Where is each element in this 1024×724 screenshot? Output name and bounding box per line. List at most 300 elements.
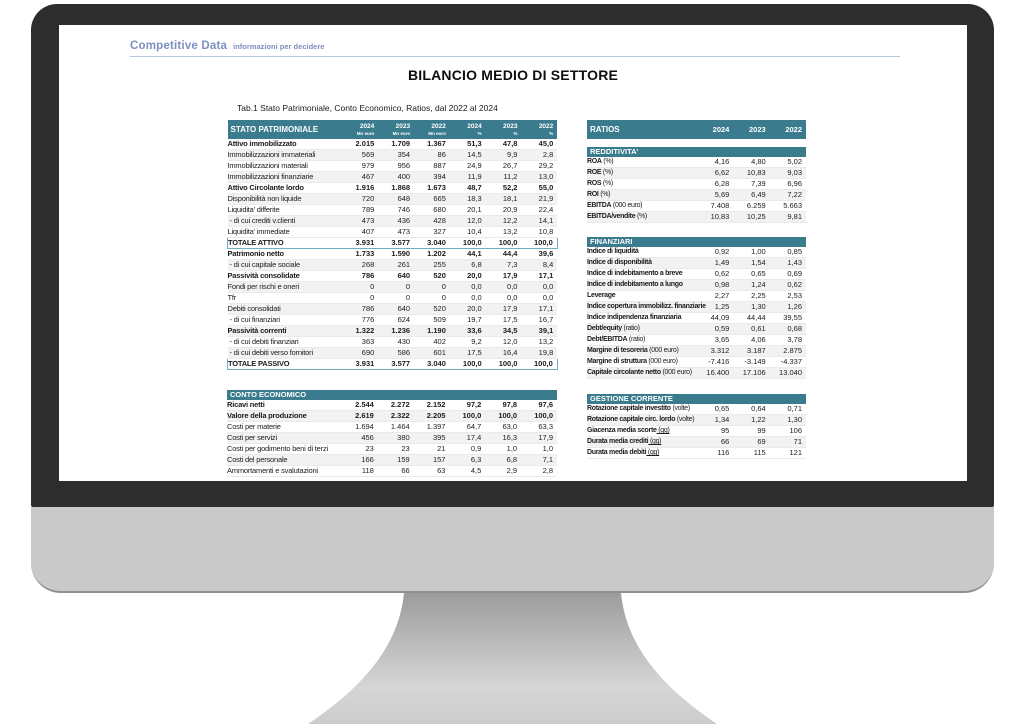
cell-value: 0,68 bbox=[770, 324, 806, 335]
cell-value: 255 bbox=[414, 260, 450, 271]
ratio-row bbox=[587, 415, 806, 426]
cell-value: 14,5 bbox=[450, 150, 486, 161]
row-label: Attivo Circolante lordo bbox=[228, 183, 343, 194]
ratio-name: Capitale circolante netto bbox=[587, 369, 661, 376]
cell-value: 665 bbox=[414, 194, 450, 205]
cell-value: 1.464 bbox=[378, 422, 414, 433]
sp-row bbox=[228, 238, 558, 249]
stato-patrimoniale-table bbox=[227, 120, 558, 370]
cell-value: 380 bbox=[378, 433, 414, 444]
cell-value: 66 bbox=[378, 466, 414, 477]
sp-row bbox=[228, 326, 558, 337]
row-label: Passività consolidate bbox=[228, 271, 343, 282]
cell-value: 34,5 bbox=[486, 326, 522, 337]
cell-value: 400 bbox=[378, 172, 414, 183]
sp-row bbox=[228, 282, 558, 293]
cell-value: 887 bbox=[414, 161, 450, 172]
row-label bbox=[587, 437, 697, 448]
cell-value: 1.236 bbox=[378, 326, 414, 337]
ratio-name: Durata media debiti bbox=[587, 449, 647, 456]
column-year: 2022 bbox=[431, 122, 446, 130]
cell-value: 66 bbox=[697, 437, 733, 448]
row-label bbox=[587, 291, 697, 302]
cell-value: 39,1 bbox=[521, 326, 557, 337]
cell-value: 63,0 bbox=[485, 422, 521, 433]
cell-value: 20,1 bbox=[450, 205, 486, 216]
monitor-screen bbox=[59, 25, 967, 481]
sp-row bbox=[228, 227, 558, 238]
cell-value: 4,80 bbox=[733, 157, 769, 168]
cell-value: 20,9 bbox=[486, 205, 522, 216]
row-label: Valore della produzione bbox=[227, 411, 342, 422]
cell-value: 10,8 bbox=[521, 227, 557, 238]
column-unit: % bbox=[513, 130, 518, 136]
cell-value: 520 bbox=[414, 271, 450, 282]
ratio-row bbox=[587, 179, 806, 190]
column-year: 2024 bbox=[697, 120, 733, 139]
cell-value: 7.408 bbox=[697, 201, 733, 212]
ratio-name: EBITDA/vendite bbox=[587, 213, 636, 220]
cell-value: 44,1 bbox=[450, 249, 486, 260]
cell-value: 327 bbox=[414, 227, 450, 238]
row-label: Ricavi netti bbox=[227, 400, 342, 411]
cell-value: 16,7 bbox=[521, 315, 557, 326]
cell-value: 12,0 bbox=[486, 337, 522, 348]
cell-value: 624 bbox=[378, 315, 414, 326]
cell-value: 63 bbox=[414, 466, 450, 477]
cell-value: 44,09 bbox=[697, 313, 733, 324]
cell-value: 16.400 bbox=[697, 368, 733, 379]
ratio-name: Durata media crediti bbox=[587, 438, 649, 445]
cell-value: 720 bbox=[343, 194, 379, 205]
cell-value: 473 bbox=[378, 227, 414, 238]
cell-value: 69 bbox=[733, 437, 769, 448]
ratio-unit: (000 euro) bbox=[611, 202, 643, 209]
row-label: Costi per servizi bbox=[227, 433, 342, 444]
cell-value: 0 bbox=[414, 282, 450, 293]
row-label bbox=[587, 346, 697, 357]
cell-value: 0,64 bbox=[733, 404, 769, 415]
row-label: Costi per materie bbox=[227, 422, 342, 433]
ratio-row bbox=[587, 368, 806, 379]
cell-value: 354 bbox=[378, 150, 414, 161]
section-header bbox=[587, 394, 806, 404]
cell-value: 1,26 bbox=[770, 302, 806, 313]
cell-value: 1.590 bbox=[378, 249, 414, 260]
left-column bbox=[227, 120, 557, 477]
cell-value: 430 bbox=[378, 337, 414, 348]
row-label bbox=[587, 448, 697, 459]
ratio-row bbox=[587, 247, 806, 258]
cell-value: 1.202 bbox=[414, 249, 450, 260]
cell-value: 13.040 bbox=[770, 368, 806, 379]
column-unit: % bbox=[549, 130, 554, 136]
row-label: Tfr bbox=[228, 293, 343, 304]
cell-value: 1,24 bbox=[733, 280, 769, 291]
row-label: Patrimonio netto bbox=[228, 249, 343, 260]
cell-value: 0 bbox=[378, 282, 414, 293]
ratio-name: ROA bbox=[587, 158, 602, 165]
brand-divider bbox=[130, 56, 900, 57]
cell-value: 979 bbox=[343, 161, 379, 172]
ratio-unit: (%) bbox=[598, 191, 611, 198]
cell-value: 2.272 bbox=[378, 400, 414, 411]
ratio-name: Rotazione capitale circ. lordo bbox=[587, 416, 676, 423]
cell-value: 1.868 bbox=[378, 183, 414, 194]
ratios-table bbox=[587, 120, 806, 459]
cell-value: 0,0 bbox=[486, 282, 522, 293]
cell-value: 1,0 bbox=[521, 444, 557, 455]
row-label: Disponibilità non liquide bbox=[228, 194, 343, 205]
cell-value: 100,0 bbox=[485, 411, 521, 422]
row-label: - di cui crediti v.clienti bbox=[228, 216, 343, 227]
cell-value: 1.709 bbox=[378, 139, 414, 150]
cell-value: 10,83 bbox=[697, 212, 733, 223]
table-head bbox=[587, 120, 806, 139]
ce-row bbox=[227, 400, 557, 411]
cell-value: 121 bbox=[770, 448, 806, 459]
cell-value: 0,0 bbox=[521, 282, 557, 293]
ratio-name: Rotazione capitale investito bbox=[587, 405, 671, 412]
cell-value: 17,9 bbox=[521, 433, 557, 444]
cell-value: 640 bbox=[378, 271, 414, 282]
cell-value: 467 bbox=[343, 172, 379, 183]
cell-value: 0 bbox=[414, 293, 450, 304]
header-row bbox=[227, 390, 557, 400]
cell-value: 24,9 bbox=[450, 161, 486, 172]
ratio-name: Debt/equity bbox=[587, 325, 622, 332]
cell-value: 33,6 bbox=[450, 326, 486, 337]
section-gap bbox=[587, 223, 806, 238]
cell-value: 0,69 bbox=[770, 269, 806, 280]
row-label bbox=[587, 201, 697, 212]
cell-value: 55,0 bbox=[521, 183, 557, 194]
cell-value: 1,30 bbox=[733, 302, 769, 313]
row-label: Immobilizzazioni finanziarie bbox=[228, 172, 343, 183]
ratio-row bbox=[587, 346, 806, 357]
column-year: 2024 bbox=[359, 122, 375, 130]
sp-row bbox=[228, 249, 558, 260]
column-header bbox=[414, 120, 450, 139]
cell-value: 1,0 bbox=[485, 444, 521, 455]
cell-value: 0,0 bbox=[486, 293, 522, 304]
cell-value: 268 bbox=[343, 260, 379, 271]
cell-value: 6,3 bbox=[449, 455, 485, 466]
cell-value: 456 bbox=[342, 433, 378, 444]
gap-cell bbox=[587, 223, 806, 238]
cell-value: 100,0 bbox=[450, 359, 486, 370]
cell-value: 7,22 bbox=[770, 190, 806, 201]
cell-value: 29,2 bbox=[521, 161, 557, 172]
cell-value: 2.015 bbox=[343, 139, 379, 150]
column-unit: Mn euro bbox=[428, 130, 446, 136]
sp-row bbox=[228, 194, 558, 205]
ratio-row bbox=[587, 437, 806, 448]
row-label bbox=[587, 212, 697, 223]
section-gap bbox=[587, 379, 806, 395]
cell-value: 3.312 bbox=[697, 346, 733, 357]
ratio-unit: (gg) bbox=[646, 449, 660, 456]
row-label bbox=[587, 313, 697, 324]
cell-value: 690 bbox=[343, 348, 379, 359]
row-label: Attivo immobilizzato bbox=[228, 139, 343, 150]
cell-value: 1.673 bbox=[414, 183, 450, 194]
cell-value: 746 bbox=[378, 205, 414, 216]
cell-value: 2.322 bbox=[378, 411, 414, 422]
ratio-name: Indice di indebitamento a breve bbox=[587, 270, 683, 277]
cell-value: 17,9 bbox=[486, 271, 522, 282]
cell-value: 0,0 bbox=[450, 293, 486, 304]
cell-value: 0,0 bbox=[450, 282, 486, 293]
row-label bbox=[587, 247, 697, 258]
row-label bbox=[587, 280, 697, 291]
cell-value: 39,6 bbox=[521, 249, 557, 260]
ratio-unit: (000 euro) bbox=[646, 358, 678, 365]
ratio-row bbox=[587, 291, 806, 302]
cell-value: 1,43 bbox=[770, 258, 806, 269]
cell-value: 5,02 bbox=[770, 157, 806, 168]
ratio-unit: (volte) bbox=[670, 405, 690, 412]
ratio-name: Indice di liquidità bbox=[587, 248, 639, 255]
cell-value: 1.733 bbox=[343, 249, 379, 260]
cell-value: 63,3 bbox=[521, 422, 557, 433]
ratio-row bbox=[587, 212, 806, 223]
row-label: - di cui debiti verso fornitori bbox=[228, 348, 343, 359]
conto-economico-table bbox=[227, 390, 557, 477]
cell-value: 601 bbox=[414, 348, 450, 359]
cell-value: 13,0 bbox=[521, 172, 557, 183]
cell-value: 0 bbox=[343, 282, 379, 293]
cell-value: 3,78 bbox=[770, 335, 806, 346]
ratio-unit: (%) bbox=[601, 180, 613, 187]
cell-value: 19,7 bbox=[450, 315, 486, 326]
cell-value: 0,62 bbox=[770, 280, 806, 291]
cell-value: 3.577 bbox=[378, 359, 414, 370]
cell-value: 428 bbox=[414, 216, 450, 227]
cell-value: 4,06 bbox=[733, 335, 769, 346]
cell-value: 100,0 bbox=[450, 238, 486, 249]
cell-value: 16,3 bbox=[485, 433, 521, 444]
cell-value: 10,4 bbox=[450, 227, 486, 238]
cell-value: 2.875 bbox=[770, 346, 806, 357]
section-header bbox=[587, 147, 806, 157]
column-year: 2024 bbox=[467, 122, 482, 130]
cell-value: 5,69 bbox=[697, 190, 733, 201]
cell-value: 52,2 bbox=[486, 183, 522, 194]
ratio-row bbox=[587, 201, 806, 212]
section-title: REDDITIVITA' bbox=[587, 147, 806, 157]
cell-value: 0,98 bbox=[697, 280, 733, 291]
cell-value: 261 bbox=[378, 260, 414, 271]
row-label: - di cui finanziari bbox=[228, 315, 343, 326]
ratio-row bbox=[587, 357, 806, 368]
cell-value: 509 bbox=[414, 315, 450, 326]
row-label bbox=[587, 368, 697, 379]
cell-value: 21,9 bbox=[521, 194, 557, 205]
cell-value: 2.152 bbox=[414, 400, 450, 411]
ratio-name: Indice indipendenza finanziaria bbox=[587, 314, 682, 321]
row-label: - di cui capitale sociale bbox=[228, 260, 343, 271]
row-label: Ammortamenti e svalutazioni bbox=[227, 466, 342, 477]
cell-value: 4,5 bbox=[449, 466, 485, 477]
cell-value: 569 bbox=[343, 150, 379, 161]
cell-value: 0,62 bbox=[697, 269, 733, 280]
ratio-unit: (ratio) bbox=[627, 336, 646, 343]
cell-value: 23 bbox=[342, 444, 378, 455]
row-label: Passività correnti bbox=[228, 326, 343, 337]
ce-row bbox=[227, 411, 557, 422]
cell-value: 106 bbox=[770, 426, 806, 437]
row-label bbox=[587, 335, 697, 346]
sp-row bbox=[228, 183, 558, 194]
row-label: - di cui debiti finanziari bbox=[228, 337, 343, 348]
cell-value: 1.397 bbox=[414, 422, 450, 433]
cell-value: 100,0 bbox=[449, 411, 485, 422]
cell-value: 3.931 bbox=[343, 238, 379, 249]
ratio-name: ROS bbox=[587, 180, 602, 187]
ratios-section bbox=[587, 139, 806, 223]
cell-value: 6,8 bbox=[450, 260, 486, 271]
ratios-section bbox=[587, 379, 806, 459]
cell-value: 26,7 bbox=[486, 161, 522, 172]
column-year: 2023 bbox=[503, 122, 518, 130]
cell-value: 100,0 bbox=[521, 238, 557, 249]
ratio-unit: (volte) bbox=[675, 416, 695, 423]
ratio-row bbox=[587, 269, 806, 280]
cell-value: 789 bbox=[343, 205, 379, 216]
cell-value: 16,4 bbox=[486, 348, 522, 359]
cell-value: 776 bbox=[343, 315, 379, 326]
cell-value: 3,65 bbox=[697, 335, 733, 346]
sp-row bbox=[228, 304, 558, 315]
ratio-name: Indice di disponibilità bbox=[587, 259, 652, 266]
header-row bbox=[228, 120, 558, 139]
cell-value: 86 bbox=[414, 150, 450, 161]
ratio-row bbox=[587, 404, 806, 415]
cell-value: 9,9 bbox=[486, 150, 522, 161]
ce-row bbox=[227, 466, 557, 477]
cell-value: 0,71 bbox=[770, 404, 806, 415]
cell-value: 0,65 bbox=[733, 269, 769, 280]
cell-value: 13,2 bbox=[521, 337, 557, 348]
cell-value: 100,0 bbox=[521, 359, 557, 370]
cell-value: 10,25 bbox=[733, 212, 769, 223]
cell-value: 48,7 bbox=[450, 183, 486, 194]
column-header bbox=[486, 120, 522, 139]
cell-value: 786 bbox=[343, 304, 379, 315]
sp-row bbox=[228, 337, 558, 348]
cell-value: 115 bbox=[733, 448, 769, 459]
cell-value: 18,3 bbox=[450, 194, 486, 205]
cell-value: 648 bbox=[378, 194, 414, 205]
cell-value: 157 bbox=[414, 455, 450, 466]
cell-value: 0 bbox=[343, 293, 379, 304]
cell-value: 44,4 bbox=[486, 249, 522, 260]
cell-value: 95 bbox=[697, 426, 733, 437]
cell-value: 1.322 bbox=[343, 326, 379, 337]
table-head bbox=[227, 390, 557, 400]
row-label bbox=[587, 324, 697, 335]
ratio-row bbox=[587, 313, 806, 324]
brand-name: Competitive Data bbox=[130, 40, 228, 52]
cell-value: 0,85 bbox=[770, 247, 806, 258]
cell-value: 118 bbox=[342, 466, 378, 477]
cell-value: 8,4 bbox=[521, 260, 557, 271]
ce-row bbox=[227, 455, 557, 466]
cell-value: 0,9 bbox=[449, 444, 485, 455]
ratio-unit: (%) bbox=[601, 158, 614, 165]
row-label: Fondi per rischi e oneri bbox=[228, 282, 343, 293]
cell-value: 6,28 bbox=[697, 179, 733, 190]
cell-value: 0,92 bbox=[697, 247, 733, 258]
cell-value: 640 bbox=[378, 304, 414, 315]
gap-cell bbox=[587, 379, 806, 395]
sp-row bbox=[228, 315, 558, 326]
row-label: Liquidita' differite bbox=[228, 205, 343, 216]
cell-value: 166 bbox=[342, 455, 378, 466]
cell-value: 586 bbox=[378, 348, 414, 359]
cell-value: 6.259 bbox=[733, 201, 769, 212]
cell-value: 23 bbox=[378, 444, 414, 455]
cell-value: 47,8 bbox=[486, 139, 522, 150]
cell-value: 11,2 bbox=[486, 172, 522, 183]
cell-value: 2.544 bbox=[342, 400, 378, 411]
sp-row bbox=[228, 359, 558, 370]
ratio-name: Margine di tesoreria bbox=[587, 347, 648, 354]
cell-value: 9,2 bbox=[450, 337, 486, 348]
sp-row bbox=[228, 150, 558, 161]
row-label bbox=[587, 357, 697, 368]
gap-cell bbox=[587, 139, 806, 147]
column-header bbox=[343, 120, 379, 139]
cell-value: 17,9 bbox=[486, 304, 522, 315]
ratio-unit: (000 euro) bbox=[647, 347, 679, 354]
ratio-name: ROE bbox=[587, 169, 602, 176]
ce-row bbox=[227, 422, 557, 433]
cell-value: 1,22 bbox=[733, 415, 769, 426]
cell-value: 4,16 bbox=[697, 157, 733, 168]
cell-value: 1,00 bbox=[733, 247, 769, 258]
row-label bbox=[587, 179, 697, 190]
row-label: Costi per godimento beni di terzi bbox=[227, 444, 342, 455]
ratio-name: EBITDA bbox=[587, 202, 612, 209]
ratio-row bbox=[587, 280, 806, 291]
cell-value: 1,30 bbox=[770, 415, 806, 426]
ratio-row bbox=[587, 448, 806, 459]
cell-value: 3.931 bbox=[343, 359, 379, 370]
section-header bbox=[587, 237, 806, 247]
sp-row bbox=[228, 260, 558, 271]
cell-value: 2,25 bbox=[733, 291, 769, 302]
cell-value: 45,0 bbox=[521, 139, 557, 150]
ratio-unit: (ratio) bbox=[621, 325, 640, 332]
sp-row bbox=[228, 348, 558, 359]
row-label bbox=[587, 258, 697, 269]
cell-value: 1.694 bbox=[342, 422, 378, 433]
cell-value: 21 bbox=[414, 444, 450, 455]
ratio-row bbox=[587, 302, 806, 313]
cell-value: 9,03 bbox=[770, 168, 806, 179]
ratio-unit: (%) bbox=[635, 213, 647, 220]
row-label bbox=[587, 302, 706, 313]
cell-value: 0,0 bbox=[521, 293, 557, 304]
row-label: Liquidita' immediate bbox=[228, 227, 343, 238]
sp-row bbox=[228, 205, 558, 216]
row-label bbox=[587, 157, 697, 168]
cell-value: 9,81 bbox=[770, 212, 806, 223]
column-year: 2023 bbox=[733, 120, 769, 139]
stand-neck bbox=[308, 593, 717, 724]
